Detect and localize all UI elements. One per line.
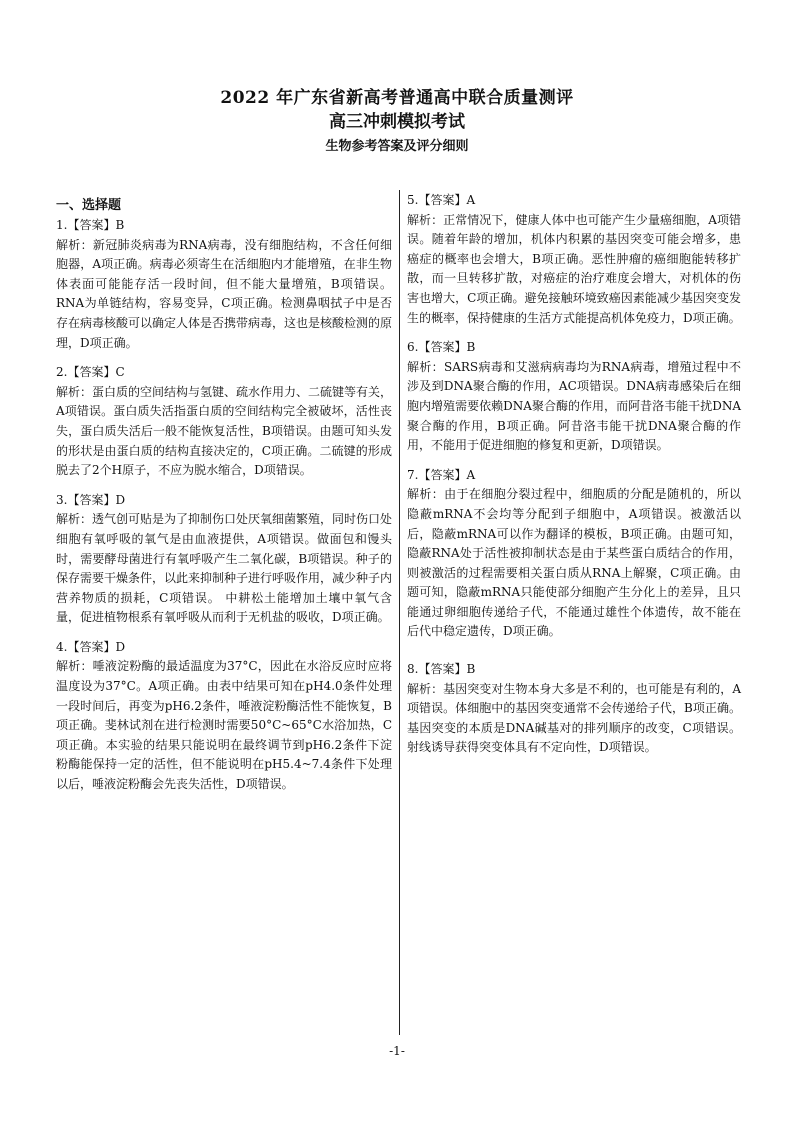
question-2 (56, 363, 392, 481)
explanation-text: 解析：新冠肺炎病毒为RNA病毒，没有细胞结构，不含任何细胞器，A项正确。病毒必须寄生在活细胞内才能增殖，在非生物体表面可能能存活一段时间，但不能大量增殖，B项错误。RNA为单链结构，容易变异，C项正确。检测鼻咽拭子中是否存在病毒核酸可以确定人体是否携带病毒，这也是核酸检测的原理，D项正确。 (56, 237, 393, 350)
left-column (56, 196, 392, 805)
title-block (0, 86, 794, 158)
explanation-text: 解析：透气创可贴是为了抑制伤口处厌氧细菌繁殖，同时伤口处细胞有氧呼吸的氧气是由血液提供，A项错误。做面包和馒头时，需要酵母菌进行有氧呼吸产生二氧化碳，B项错误。种子的保存需要干燥条件，以此来抑制种子进行呼吸作用，减少种子内营养物质的损耗，C项错误。 中耕松土能增加土壤中氧气含量，促进植物根系有氧呼吸从而利于无机盐的吸收，D项正确。 (56, 512, 393, 625)
right-column (407, 191, 741, 768)
column-divider (399, 190, 400, 1035)
answer-heading: 1.【答案】B (56, 218, 125, 232)
document-name: 生物参考答案及评分细则 (325, 139, 469, 154)
question-3 (56, 491, 392, 628)
answer-heading: 8.【答案】B (407, 662, 476, 677)
question-1 (56, 216, 392, 353)
answer-heading: 3.【答案】D (56, 492, 126, 507)
answer-heading: 7.【答案】A (407, 467, 476, 482)
answer-heading: 6.【答案】B (407, 340, 476, 355)
explanation-text: 解析：由于在细胞分裂过程中，细胞质的分配是随机的，所以隐蔽mRNA不会均等分配到子细胞中，A项错误。被激活以后，隐蔽mRNA可以作为翻译的模板，B项正确。由题可知，隐蔽RNA处于活性被抑制状态是由于某些蛋白质结合的作用，则被激活的过程需要相关蛋白质从RNA上解聚，C项正确。由题可知，隐蔽mRNA只能使部分细胞产生分化上的差异，且只能通过卵细胞传递给子代，不能通过雄性个体遗传，故不能在后代中稳定遗传，D项正确。 (407, 487, 741, 639)
explanation-text: 解析：蛋白质的空间结构与氢键、疏水作用力、二硫键等有关，A项错误。蛋白质失活指蛋白质的空间结构完全被破坏，活性丧失，蛋白质失活后一般不能恢复活性，B项错误。由题可知头发的形状是由蛋白质的结构直接决定的，C项正确。二硫键的形成脱去了2个H原子，不应为脱水缩合，D项错误。 (56, 384, 393, 478)
explanation-text: 解析：唾液淀粉酶的最适温度为37°C，因此在水浴反应时应将温度设为37°C。A项正确。由表中结果可知在pH4.0条件处理一段时间后，再变为pH6.2条件，唾液淀粉酶活性不能恢复，B项正确。斐林试剂在进行检测时需要50°C~65°C水浴加热，C项正确。本实验的结果只能说明在最终调节到pH6.2条件下淀粉酶能保持一定的活性，但不能说明在pH5.4~7.4条件下处理以后，唾液淀粉酶会先丧失活性，D项错误。 (56, 659, 392, 792)
question-7 (407, 466, 741, 642)
section-title: 一、选择题 (56, 198, 122, 213)
question-5 (407, 191, 741, 328)
question-6 (407, 338, 741, 456)
explanation-text: 解析：基因突变对生物本身大多是不利的，也可能是有利的，A项错误。体细胞中的基因突变通常不会传递给子代，B项正确。基因突变的本质是DNA碱基对的排列顺序的改变，C项错误。射线诱导获得突变体具有不定向性，D项错误。 (407, 681, 741, 755)
question-8 (407, 660, 741, 758)
answer-heading: 5.【答案】A (407, 193, 476, 207)
exam-title: 2022 年广东省新高考普通高中联合质量测评 (220, 88, 574, 108)
page-number: -1- (389, 1044, 405, 1058)
question-4 (56, 638, 392, 795)
explanation-text: 解析：SARS病毒和艾滋病病毒均为RNA病毒，增殖过程中不涉及到DNA聚合酶的作用，AC项错误。DNA病毒感染后在细胞内增殖需要依赖DNA聚合酶的作用，而阿昔洛韦能干扰DNA聚合酶的作用，B项正确。阿昔洛韦能干扰DNA聚合酶的作用，不能用于促进细胞的修复和更新，D项错误。 (407, 359, 741, 453)
answer-heading: 4.【答案】D (56, 639, 126, 654)
answer-heading: 2.【答案】C (56, 365, 125, 380)
explanation-text: 解析：正常情况下，健康人体中也可能产生少量癌细胞，A项错误。随着年龄的增加，机体内积累的基因突变可能会增多，患癌症的概率也会增大，B项正确。恶性肿瘤的癌细胞能转移扩散，而一旦转移扩散，对癌症的治疗难度会增大，对机体的伤害也增大，C项正确。避免接触环境致癌因素能减少基因突变发生的概率，保持健康的生活方式能提高机体免疫力，D项正确。 (407, 212, 741, 325)
exam-subtitle: 高三冲刺模拟考试 (329, 112, 465, 132)
